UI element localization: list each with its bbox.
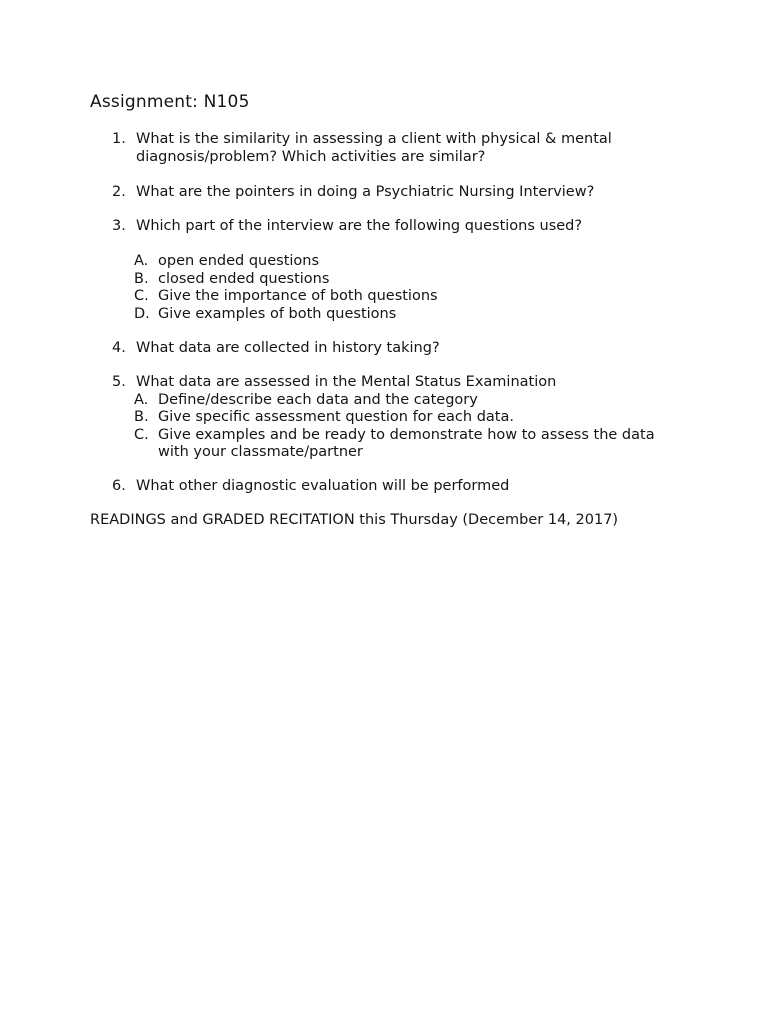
sub-item-text-line-1: Give examples and be ready to demonstrate how to assess the data [158, 426, 655, 443]
sub-item-text: Define/describe each data and the category [158, 391, 478, 408]
question-text: Which part of the interview are the following questions used? [136, 218, 583, 234]
sub-item-letter: C. [134, 426, 149, 443]
readings-note: READINGS and GRADED RECITATION this Thursday (December 14, 2017) [90, 512, 619, 528]
question-number: 6. [112, 478, 126, 494]
sub-item-letter: A. [134, 391, 149, 408]
question-text: What are the pointers in doing a Psychiatric Nursing Interview? [136, 184, 595, 200]
sub-item-text: Give specific assessment question for each data. [158, 409, 514, 425]
question-text: What data are assessed in the Mental Status Examination [136, 374, 557, 390]
question-text-line-1: What is the similarity in assessing a client with physical & mental [136, 131, 612, 147]
question-number: 3. [112, 218, 126, 234]
question-number: 2. [112, 184, 126, 200]
sub-item-letter: B. [134, 409, 149, 425]
sub-item-letter: A. [134, 253, 149, 269]
sub-item-letter: C. [134, 288, 149, 304]
sub-item-text: open ended questions [158, 253, 320, 269]
question-text: What data are collected in history taking? [136, 340, 440, 356]
sub-item-text: Give the importance of both questions [158, 288, 438, 304]
question-number: 1. [112, 131, 126, 147]
sub-item-text: Give examples of both questions [158, 305, 397, 322]
question-number: 5. [112, 374, 126, 390]
page-title: Assignment: N105 [90, 92, 250, 112]
sub-item-letter: D. [134, 305, 150, 322]
sub-item-text-line-2: with your classmate/partner [158, 444, 363, 460]
question-text: What other diagnostic evaluation will be performed [136, 478, 510, 494]
sub-item-letter: B. [134, 270, 149, 287]
question-number: 4. [112, 340, 126, 356]
sub-item-text: closed ended questions [158, 270, 330, 287]
question-text-line-2: diagnosis/problem? Which activities are similar? [136, 148, 486, 165]
